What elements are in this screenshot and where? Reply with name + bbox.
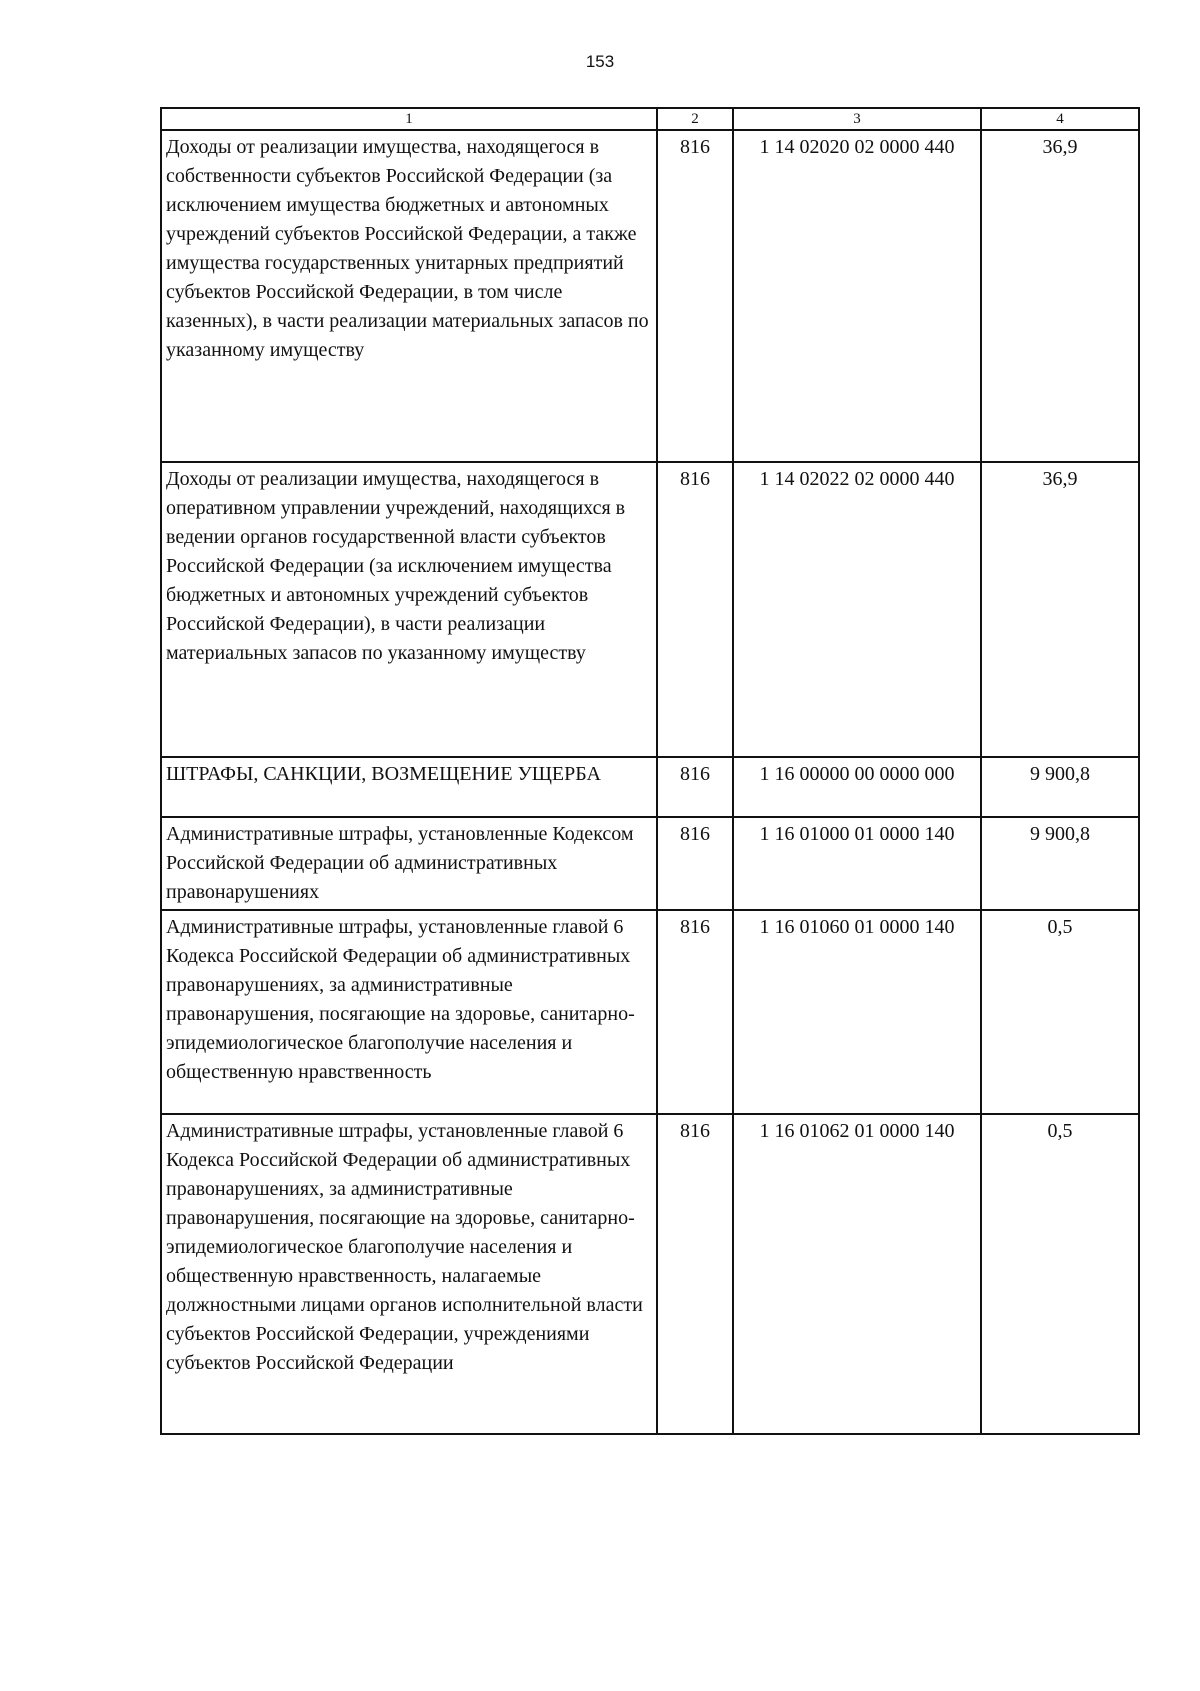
- budget-classification-code: 1 16 01000 01 0000 140: [733, 817, 981, 910]
- amount: 0,5: [981, 1114, 1139, 1434]
- budget-classification-code: 1 14 02020 02 0000 440: [733, 130, 981, 462]
- column-header-3: 3: [733, 108, 981, 130]
- table-row: [161, 817, 1139, 910]
- admin-code: 816: [657, 910, 733, 1114]
- table-row: [161, 130, 1139, 462]
- table-row: [161, 1114, 1139, 1434]
- revenue-name: Доходы от реализации имущества, находящегося в оперативном управлении учреждений, находящихся в ведении органов государственной власти субъектов Российской Федерации (за исключением имущества бюджетных и автономных учреждений субъектов Российской Федерации), в части реализации материальных запасов по указанному имуществу: [161, 462, 657, 757]
- amount: 36,9: [981, 462, 1139, 757]
- budget-classification-code: 1 16 01060 01 0000 140: [733, 910, 981, 1114]
- table-row: [161, 910, 1139, 1114]
- revenue-name: Административные штрафы, установленные Кодексом Российской Федерации об административных правонарушениях: [161, 817, 657, 910]
- amount: 9 900,8: [981, 757, 1139, 817]
- table-row: [161, 757, 1139, 817]
- admin-code: 816: [657, 817, 733, 910]
- header-row: [161, 108, 1139, 130]
- budget-classification-code: 1 16 01062 01 0000 140: [733, 1114, 981, 1434]
- admin-code: 816: [657, 462, 733, 757]
- amount: 0,5: [981, 910, 1139, 1114]
- revenue-name: Административные штрафы, установленные главой 6 Кодекса Российской Федерации об административных правонарушениях, за административные правонарушения, посягающие на здоровье, санитарно-эпидемиологическое благополучие населения и общественную нравственность: [161, 910, 657, 1114]
- admin-code: 816: [657, 130, 733, 462]
- admin-code: 816: [657, 1114, 733, 1434]
- column-header-1: 1: [161, 108, 657, 130]
- revenue-name: Доходы от реализации имущества, находящегося в собственности субъектов Российской Федерации (за исключением имущества бюджетных и автономных учреждений субъектов Российской Федерации, а также имущества государственных унитарных предприятий субъектов Российской Федерации, в том числе казенных), в части реализации материальных запасов по указанному имуществу: [161, 130, 657, 462]
- admin-code: 816: [657, 757, 733, 817]
- table-row: [161, 462, 1139, 757]
- revenue-table: [160, 107, 1140, 1435]
- budget-classification-code: 1 16 00000 00 0000 000: [733, 757, 981, 817]
- revenue-name: Административные штрафы, установленные главой 6 Кодекса Российской Федерации об административных правонарушениях, за административные правонарушения, посягающие на здоровье, санитарно-эпидемиологическое благополучие населения и общественную нравственность, налагаемые должностными лицами органов исполнительной власти субъектов Российской Федерации, учреждениями субъектов Российской Федерации: [161, 1114, 657, 1434]
- column-header-4: 4: [981, 108, 1139, 130]
- amount: 36,9: [981, 130, 1139, 462]
- budget-classification-code: 1 14 02022 02 0000 440: [733, 462, 981, 757]
- column-header-2: 2: [657, 108, 733, 130]
- revenue-name: ШТРАФЫ, САНКЦИИ, ВОЗМЕЩЕНИЕ УЩЕРБА: [161, 757, 657, 817]
- amount: 9 900,8: [981, 817, 1139, 910]
- page-number: 153: [585, 52, 615, 71]
